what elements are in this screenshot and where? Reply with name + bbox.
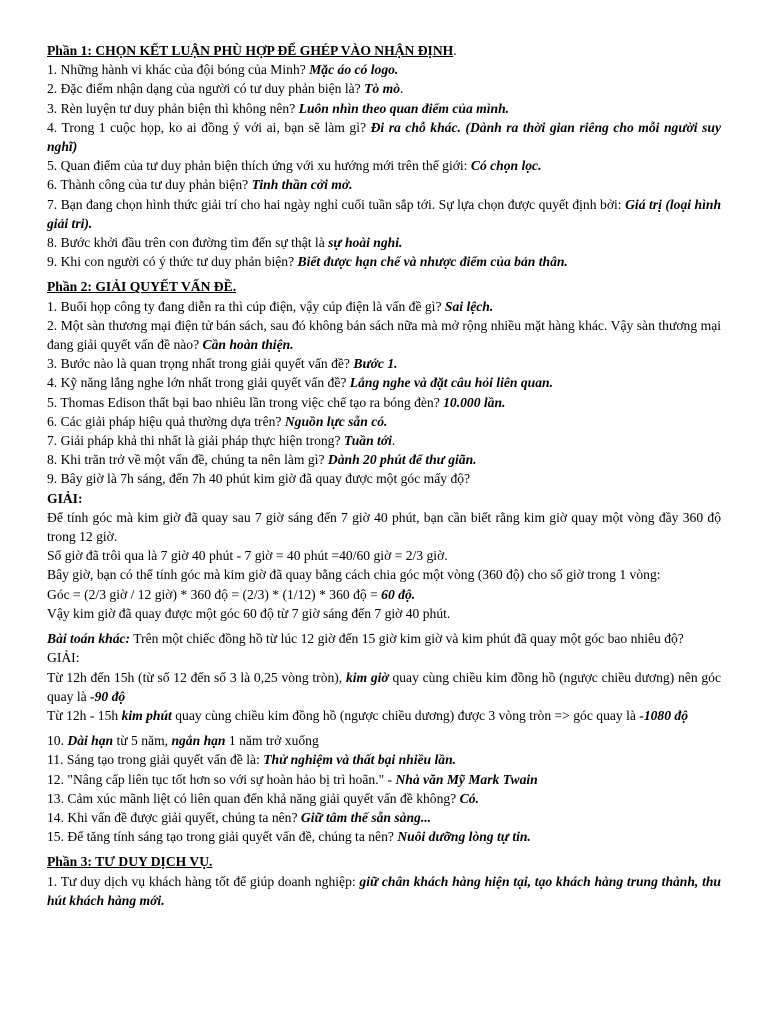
part1-heading-line: Phần 1: CHỌN KẾT LUẬN PHÙ HỢP ĐỂ GHÉP VÀO NHẬN ĐỊNH. xyxy=(47,43,457,58)
answer-text: Luôn nhìn theo quan điểm của mình. xyxy=(298,100,510,116)
solution-line: Bây giờ, bạn có thể tính góc mà kim giờ đã quay bằng cách chia góc một vòng (360 độ) cho số giờ trong 1 vòng: xyxy=(47,567,661,583)
list-item: 2. Một sàn thương mại điện tử bán sách, sau đó không bán sách nữa mà mở rộng nhiều mặt hàng khác. Vậy sàn thương mại đang giải quyết vấn đề nào? Cần hoàn thiện. xyxy=(47,317,721,353)
list-item: 3. Rèn luyện tư duy phản biện thì không nên? Luôn nhìn theo quan điểm của mình. xyxy=(47,100,510,116)
answer-text: Đi ra chỗ khác. (Dành ra thời gian riêng cho mỗi người suy nghĩ) xyxy=(47,119,722,155)
other-problem-label: Bài toán khác: xyxy=(47,631,131,647)
list-item: 13. Cảm xúc mãnh liệt có liên quan đến khả năng giải quyết vấn đề không? Có. xyxy=(47,790,479,806)
answer-text: Giá trị (loại hình giải tri). xyxy=(47,196,722,231)
part3-heading: Phần 3: TƯ DUY DỊCH VỤ. xyxy=(47,854,213,870)
answer-text: Lắng nghe và đặt câu hỏi liên quan. xyxy=(349,375,553,391)
answer-text: sự hoài nghi. xyxy=(328,235,403,251)
answer-text: Dành 20 phút để thư giãn. xyxy=(327,452,477,468)
list-item: 11. Sáng tạo trong giải quyết vấn đề là: Thử nghiệm và thất bại nhiều lần. xyxy=(47,752,457,768)
list-item: 10. Dài hạn từ 5 năm, ngắn hạn 1 năm trở xuống xyxy=(47,733,319,749)
list-item: 1. Buổi họp công ty đang diễn ra thì cúp điện, vậy cúp điện là vấn đề gì? Sai lệch. xyxy=(47,298,494,314)
list-item: 6. Các giải pháp hiệu quả thường dựa trên? Nguồn lực sẵn có. xyxy=(47,413,388,429)
solution-label: GIẢI: xyxy=(47,490,83,506)
solution-line: Số giờ đã trôi qua là 7 giờ 40 phút - 7 giờ = 40 phút =40/60 giờ = 2/3 giờ. xyxy=(47,548,448,564)
other-solution-line: Từ 12h đến 15h (từ số 12 đến số 3 là 0,25 vòng tròn), kim giờ quay cùng chiều kim đồng hồ (ngược chiều dương) nên góc quay là -90 độ xyxy=(47,669,721,704)
answer-text: Biết được hạn chế và nhược điểm của bản thân. xyxy=(297,254,568,270)
solution-line: Góc = (2/3 giờ / 12 giờ) * 360 độ = (2/3) * (1/12) * 360 độ = 60 độ. xyxy=(47,586,416,602)
answer-text: Tinh thần cởi mở. xyxy=(251,177,353,193)
list-item: 14. Khi vấn đề được giải quyết, chúng ta nên? Giữ tâm thế sẵn sàng... xyxy=(47,809,432,825)
answer-text: Sai lệch. xyxy=(444,298,494,314)
list-item: 7. Bạn đang chọn hình thức giải trí cho hai ngày nghỉ cuối tuần sắp tới. Sự lựa chọn được quyết định bởi: Giá trị (loại hình giải tri). xyxy=(47,196,722,231)
answer-text: 10.000 lần. xyxy=(443,394,506,410)
other-answer: -1080 độ xyxy=(639,707,689,723)
answer-text: Mặc áo có logo. xyxy=(309,62,399,78)
answer-text: Tò mò xyxy=(364,81,400,97)
list-item: 12. "Nâng cấp liên tục tốt hơn so với sự hoàn hảo bị trì hoãn." - Nhà văn Mỹ Mark Twain xyxy=(47,771,538,787)
answer-text: Tuần tới xyxy=(343,433,392,449)
part1-list xyxy=(47,60,721,271)
list-item: 4. Kỹ năng lắng nghe lớn nhất trong giải quyết vấn đề? Lắng nghe và đặt câu hỏi liên quan. xyxy=(47,375,553,391)
other-solution-line: Từ 12h - 15h kim phút quay cùng chiều kim đồng hồ (ngược chiều dương) được 3 vòng tròn => góc quay là -1080 độ xyxy=(47,707,689,723)
answer-text: Bước 1. xyxy=(353,356,398,372)
solution-line: Để tính góc mà kim giờ đã quay sau 7 giờ sáng đến 7 giờ 40 phút, bạn cần biết rằng kim giờ quay một vòng đầy 360 độ trong 12 giờ. xyxy=(47,509,721,545)
list-item: 15. Để tăng tính sáng tạo trong giải quyết vấn đề, chúng ta nên? Nuôi dưỡng lòng tự tin. xyxy=(47,829,531,845)
list-item: 9. Bây giờ là 7h sáng, đến 7h 40 phút kim giờ đã quay được một góc mấy độ? xyxy=(47,471,471,487)
other-problem: Bài toán khác: Trên một chiếc đồng hồ từ lúc 12 giờ đến 15 giờ kim giờ và kim phút đã quay một góc bao nhiêu độ? xyxy=(47,631,684,647)
part2-list xyxy=(47,297,721,489)
part2-heading: Phần 2: GIẢI QUYẾT VẤN ĐỀ. xyxy=(47,279,237,295)
list-item: 8. Khi trăn trở về một vấn đề, chúng ta nên làm gì? Dành 20 phút để thư giãn. xyxy=(47,452,477,468)
list-item: 2. Đặc điểm nhận dạng của người có tư duy phản biện là? Tò mò. xyxy=(47,81,404,97)
other-solution-label: GIẢI: xyxy=(47,650,80,666)
solution-line: Vậy kim giờ đã quay được một góc 60 độ từ 7 giờ sáng đến 7 giờ 40 phút. xyxy=(47,605,451,621)
list-item: 5. Quan điểm của tư duy phản biện thích ứng với xu hướng mới trên thế giới: Có chọn lọc. xyxy=(47,158,542,174)
answer-text: Cần hoàn thiện. xyxy=(202,337,294,353)
list-item: 1. Những hành vi khác của đội bóng của Minh? Mặc áo có logo. xyxy=(47,62,399,78)
other-answer: -90 độ xyxy=(90,688,126,704)
list-item: 7. Giải pháp khả thi nhất là giải pháp thực hiện trong? Tuần tới. xyxy=(47,433,396,449)
solution-answer: 60 độ. xyxy=(381,586,416,602)
list-item: 5. Thomas Edison thất bại bao nhiêu lần trong việc chế tạo ra bóng đèn? 10.000 lần. xyxy=(47,394,506,410)
list-item: 4. Trong 1 cuộc họp, ko ai đồng ý với ai, bạn sẽ làm gì? Đi ra chỗ khác. (Dành ra thời gian riêng cho mỗi người suy nghĩ) xyxy=(47,119,722,155)
answer-text: Nguồn lực sẵn có. xyxy=(284,413,388,429)
list-item: 6. Thành công của tư duy phản biện? Tinh thần cởi mở. xyxy=(47,177,353,193)
list-item: 3. Bước nào là quan trọng nhất trong giải quyết vấn đề? Bước 1. xyxy=(47,356,398,372)
list-item: 9. Khi con người có ý thức tư duy phản biện? Biết được hạn chế và nhược điểm của bản thân. xyxy=(47,254,568,270)
answer-text: Có chọn lọc. xyxy=(470,158,542,174)
list-item: 8. Bước khởi đầu trên con đường tìm đến sự thật là sự hoài nghi. xyxy=(47,235,403,251)
part1-heading: Phần 1: CHỌN KẾT LUẬN PHÙ HỢP ĐỂ GHÉP VÀO NHẬN ĐỊNH xyxy=(47,43,454,58)
list-item: 1. Tư duy dịch vụ khách hàng tốt để giúp doanh nghiệp: giữ chân khách hàng hiện tại, tạo khách hàng trung thành, thu hút khách hàng mới. xyxy=(47,873,721,908)
